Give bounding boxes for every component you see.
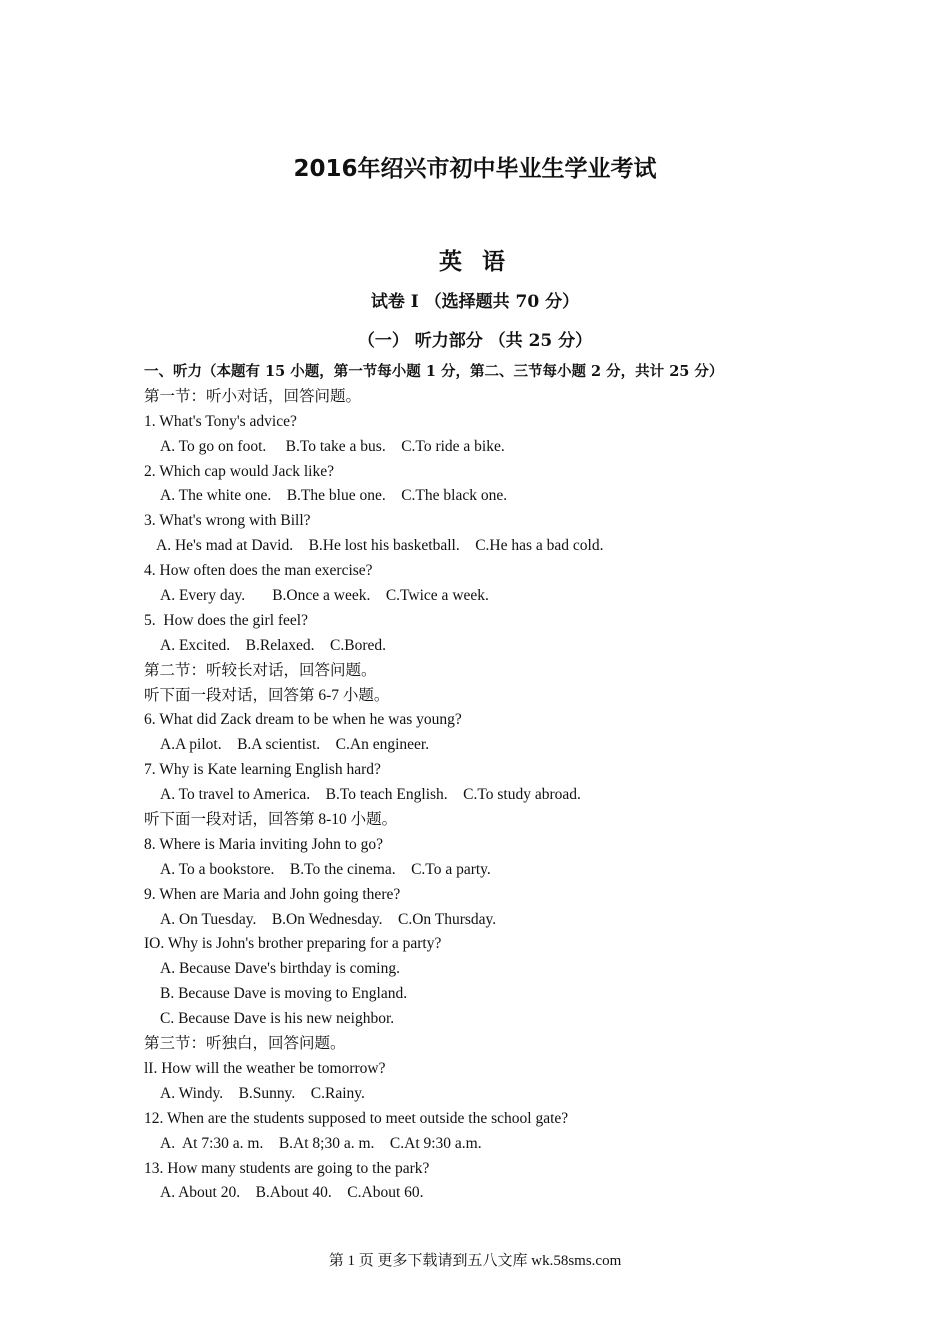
answer-options: A.A pilot. B.A scientist. C.An engineer. — [160, 736, 430, 754]
question-line: lI. How will the weather be tomorrow? — [144, 1059, 386, 1077]
question-line: 13. How many students are going to the park? — [144, 1159, 430, 1177]
question-body — [144, 360, 864, 1206]
answer-options: A. Every day. B.Once a week. C.Twice a week. — [160, 587, 489, 605]
answer-options: C. Because Dave is his new neighbor. — [160, 1010, 395, 1028]
question-line: 5. How does the girl feel? — [144, 611, 308, 629]
part-heading: （一） 听力部分 （共 25 分） — [357, 331, 593, 351]
question-line: 6. What did Zack dream to be when he was young? — [144, 711, 462, 729]
question-line: 2. Which cap would Jack like? — [144, 462, 334, 480]
exam-title: 2016年绍兴市初中毕业生学业考试 — [293, 156, 657, 182]
question-line: 听下面一段对话，回答第 8-10 小题。 — [144, 811, 398, 829]
answer-options: A. To go on foot. B.To take a bus. C.To ride a bike. — [160, 437, 505, 455]
question-line: 3. What's wrong with Bill? — [144, 512, 311, 530]
answer-options: A. To travel to America. B.To teach English. C.To study abroad. — [160, 786, 581, 804]
answer-options: B. Because Dave is moving to England. — [160, 985, 408, 1003]
question-line: 听下面一段对话，回答第 6-7 小题。 — [144, 686, 390, 704]
question-line: 第三节：听独白，回答问题。 — [144, 1035, 346, 1053]
answer-options: A. About 20. B.About 40. C.About 60. — [160, 1184, 424, 1202]
answer-options: A. Windy. B.Sunny. C.Rainy. — [160, 1084, 365, 1102]
paper-heading: 试卷 Ⅰ （选择题共 70 分） — [370, 292, 580, 312]
answer-options: A. To a bookstore. B.To the cinema. C.To a party. — [160, 860, 491, 878]
question-line: 7. Why is Kate learning English hard? — [144, 761, 381, 779]
answer-options: A. He's mad at David. B.He lost his basketball. C.He has a bad cold. — [156, 537, 604, 555]
answer-options: A. Because Dave's birthday is coming. — [160, 960, 400, 978]
question-line: 9. When are Maria and John going there? — [144, 885, 401, 903]
question-line: 第一节：听小对话，回答问题。 — [144, 387, 362, 405]
question-line: 1. What's Tony's advice? — [144, 412, 297, 430]
answer-options: A. At 7:30 a. m. B.At 8;30 a. m. C.At 9:30 a.m. — [160, 1134, 482, 1152]
question-line: 8. Where is Maria inviting John to go? — [144, 835, 384, 853]
question-line: 第二节：听较长对话，回答问题。 — [144, 661, 377, 679]
subject-heading: 英 语 — [438, 249, 511, 275]
answer-options: A. The white one. B.The blue one. C.The black one. — [160, 487, 508, 505]
answer-options: A. Excited. B.Relaxed. C.Bored. — [160, 636, 386, 654]
page-footer: 第 1 页 更多下载请到五八文库 wk.58sms.com — [328, 1253, 622, 1269]
answer-options: A. On Tuesday. B.On Wednesday. C.On Thursday. — [160, 910, 497, 928]
question-line: 4. How often does the man exercise? — [144, 562, 373, 580]
section-heading: 一、听力（本题有 15 小题，第一节每小题 1 分，第二、三节每小题 2 分，共计 25 分） — [144, 363, 724, 380]
question-line: IO. Why is John's brother preparing for a party? — [144, 935, 442, 953]
question-line: 12. When are the students supposed to meet outside the school gate? — [144, 1109, 569, 1127]
